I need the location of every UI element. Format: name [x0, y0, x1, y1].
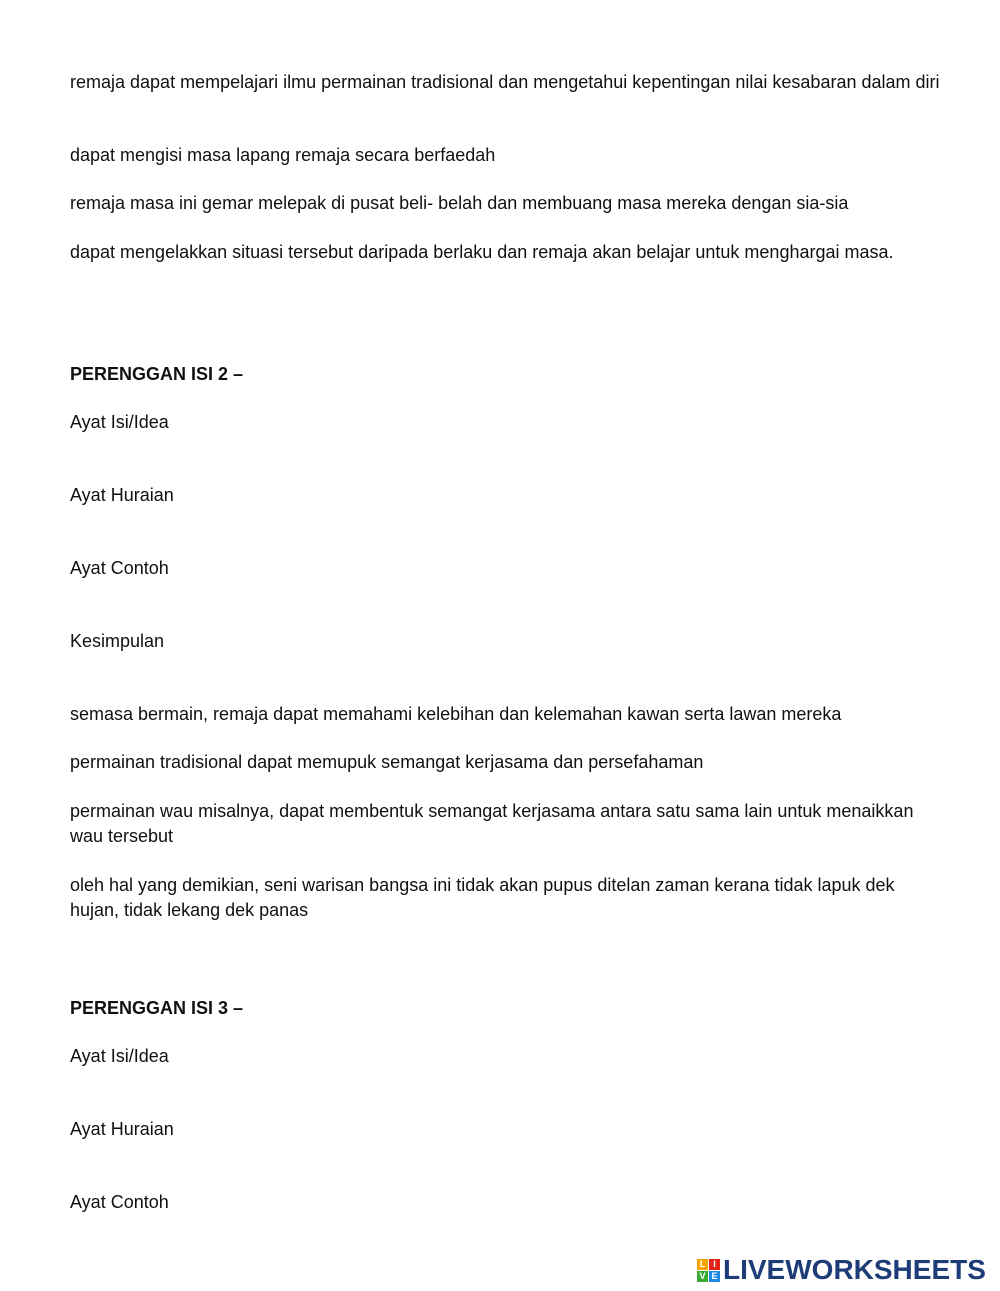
liveworksheets-logo-text: LIVEWORKSHEETS	[723, 1254, 986, 1285]
section-3-label-ayat-contoh: Ayat Contoh	[70, 1192, 169, 1212]
paragraph-3: remaja masa ini gemar melepak di pusat beli- belah dan membuang masa mereka dengan sia-sia	[70, 193, 849, 213]
liveworksheets-logo	[697, 1256, 986, 1284]
section-2-option-1: semasa bermain, remaja dapat memahami kelebihan dan kelemahan kawan serta lawan mereka	[70, 704, 842, 724]
section-2-option-4: oleh hal yang demikian, seni warisan bangsa ini tidak akan pupus ditelan zaman kerana tidak lapuk dek hujan, tidak lekang dek panas	[70, 875, 895, 920]
section-3-heading: PERENGGAN ISI 3 –	[70, 998, 244, 1018]
paragraph-4: dapat mengelakkan situasi tersebut daripada berlaku dan remaja akan belajar untuk menghargai masa.	[70, 242, 894, 262]
section-2-heading: PERENGGAN ISI 2 –	[70, 364, 244, 384]
section-2-option-3: permainan wau misalnya, dapat membentuk semangat kerjasama antara satu sama lain untuk menaikkan wau tersebut	[70, 801, 914, 846]
logo-mark-letter-i: I	[709, 1259, 720, 1270]
logo-mark-letter-e: E	[709, 1271, 720, 1282]
section-3-label-ayat-isi: Ayat Isi/Idea	[70, 1046, 169, 1066]
section-3-label-ayat-huraian: Ayat Huraian	[70, 1119, 174, 1139]
section-2-label-kesimpulan: Kesimpulan	[70, 631, 165, 651]
paragraph-2: dapat mengisi masa lapang remaja secara berfaedah	[70, 145, 496, 165]
section-2-label-ayat-huraian: Ayat Huraian	[70, 485, 174, 505]
section-2-label-ayat-contoh: Ayat Contoh	[70, 558, 169, 578]
section-2-label-ayat-isi: Ayat Isi/Idea	[70, 412, 169, 432]
logo-mark-letter-v: V	[697, 1271, 708, 1282]
section-2-option-2: permainan tradisional dapat memupuk semangat kerjasama dan persefahaman	[70, 752, 704, 772]
paragraph-1: remaja dapat mempelajari ilmu permainan tradisional dan mengetahui kepentingan nilai kesabaran dalam diri	[70, 72, 940, 92]
liveworksheets-logo-icon	[697, 1259, 720, 1282]
logo-mark-letter-l: L	[697, 1259, 708, 1270]
